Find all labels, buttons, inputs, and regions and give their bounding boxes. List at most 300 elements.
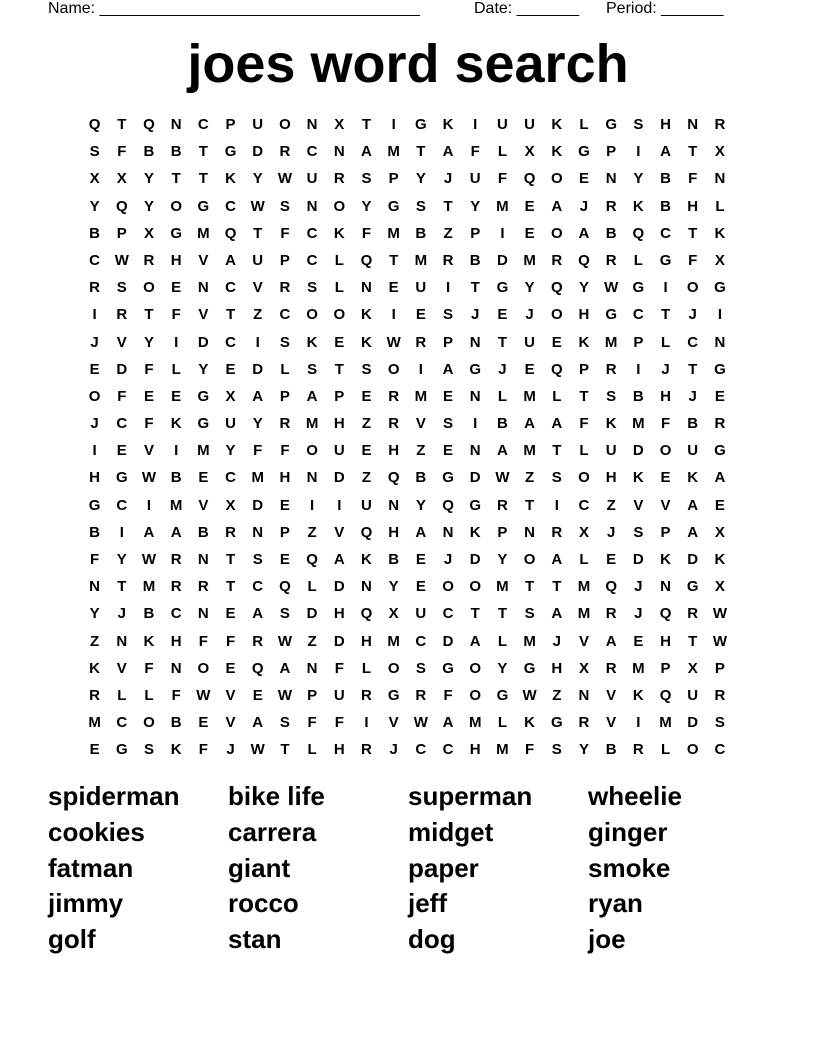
grid-letter: I [174, 333, 179, 351]
grid-letter: E [279, 496, 290, 514]
grid-letter: G [170, 224, 182, 242]
grid-letter: N [333, 143, 345, 161]
grid-letter: V [198, 496, 209, 514]
grid-letter: I [391, 116, 396, 133]
grid-letter: T [253, 224, 263, 242]
grid-letter: O [306, 442, 318, 460]
grid-letter: E [361, 442, 372, 460]
grid-letter: E [551, 333, 562, 351]
grid-letter: J [443, 551, 453, 568]
grid-letter: H [170, 251, 182, 269]
grid-letter: E [443, 442, 454, 460]
grid-letter: L [497, 632, 507, 650]
grid-letter: N [388, 496, 400, 514]
grid-letter: R [714, 415, 726, 433]
grid-letter: K [714, 551, 726, 568]
grid-letter: I [636, 714, 641, 732]
grid-letter: E [714, 387, 725, 405]
grid-letter: S [279, 197, 290, 215]
grid-letter: V [388, 714, 399, 732]
grid-letter: C [714, 741, 726, 759]
grid-letter: C [279, 306, 291, 324]
grid-letter: E [171, 279, 182, 297]
grid-letter: O [387, 659, 400, 677]
grid-letter: K [632, 686, 644, 704]
grid-letter: Y [578, 279, 589, 297]
grid-letter: T [334, 360, 344, 378]
grid-letter: D [197, 333, 209, 351]
grid-letter: P [606, 143, 617, 161]
grid-letter: S [633, 523, 644, 541]
grid-letter: V [143, 442, 154, 460]
grid-letter: T [525, 496, 535, 514]
grid-letter: F [307, 714, 317, 732]
grid-letter: G [714, 360, 726, 378]
grid-letter: O [550, 170, 563, 188]
grid-letter: O [578, 469, 590, 487]
grid-letter: R [225, 523, 236, 541]
grid-letter: Y [361, 197, 372, 215]
grid-letter: E [198, 469, 209, 487]
grid-letter: X [714, 578, 725, 596]
grid-letter: C [687, 333, 699, 351]
grid-letter: M [604, 333, 618, 351]
grid-letter: Q [605, 578, 617, 596]
grid-letter: M [251, 469, 264, 487]
grid-letter: M [387, 224, 400, 242]
grid-letter: V [633, 496, 644, 514]
grid-letter: B [415, 469, 427, 487]
grid-letter: F [171, 686, 181, 704]
grid-letter: W [604, 279, 619, 297]
grid-letter: N [660, 578, 671, 596]
grid-letter: R [714, 116, 726, 133]
grid-letter: T [198, 143, 208, 161]
grid-letter: K [306, 333, 318, 351]
grid-letter: S [361, 170, 372, 188]
grid-letter: K [143, 632, 155, 650]
grid-letter: Y [633, 170, 644, 188]
grid-letter: Q [387, 469, 400, 487]
grid-letter: I [473, 415, 478, 433]
grid-letter: K [170, 415, 182, 433]
grid-row [81, 196, 734, 223]
grid-letter: R [605, 360, 617, 378]
grid-letter: J [634, 578, 643, 596]
grid-letter: B [197, 523, 209, 541]
grid-letter: F [171, 306, 181, 324]
grid-letter: B [632, 387, 644, 405]
grid-row [81, 631, 734, 658]
grid-letter: R [197, 578, 209, 596]
grid-letter: P [660, 659, 671, 677]
grid-letter: N [306, 116, 318, 133]
grid-letter: M [414, 387, 428, 405]
grid-row [81, 712, 734, 739]
grid-letter: O [469, 686, 482, 704]
grid-letter: E [443, 387, 454, 405]
grid-letter: L [660, 741, 671, 759]
grid-letter: U [687, 442, 699, 460]
grid-letter: B [415, 224, 427, 242]
grid-letter: C [197, 116, 209, 133]
grid-letter: G [659, 251, 672, 269]
grid-letter: D [442, 632, 454, 650]
grid-letter: V [252, 279, 263, 297]
grid-row [81, 603, 734, 630]
grid-letter: A [442, 360, 454, 378]
grid-letter: E [116, 442, 127, 460]
grid-letter: S [143, 741, 154, 759]
word-list-item: golf [48, 924, 96, 955]
grid-letter: V [578, 632, 589, 650]
grid-letter: F [225, 632, 236, 650]
grid-letter: S [307, 360, 318, 378]
grid-letter: W [386, 333, 401, 351]
grid-letter: Z [307, 632, 317, 650]
grid-letter: E [89, 741, 100, 759]
grid-letter: L [334, 251, 344, 269]
grid-letter: U [415, 279, 427, 297]
grid-letter: R [388, 415, 400, 433]
grid-letter: J [471, 306, 480, 324]
grid-letter: N [197, 605, 209, 623]
grid-letter: M [197, 224, 210, 242]
grid-letter: X [714, 523, 725, 541]
grid-letter: V [198, 306, 209, 324]
grid-letter: E [171, 387, 182, 405]
grid-letter: Q [632, 224, 645, 242]
grid-letter: S [279, 333, 290, 351]
grid-letter: T [688, 224, 698, 242]
grid-letter: U [361, 496, 372, 514]
grid-letter: V [660, 496, 671, 514]
grid-letter: L [579, 116, 589, 133]
grid-letter: N [306, 469, 318, 487]
grid-letter: I [554, 496, 559, 514]
grid-letter: N [687, 116, 699, 133]
grid-letter: V [116, 659, 127, 677]
grid-letter: H [333, 415, 345, 433]
word-list-item: ginger [588, 816, 668, 847]
grid-letter: T [144, 306, 154, 324]
grid-letter: R [279, 143, 291, 161]
grid-letter: F [144, 415, 154, 433]
grid-letter: M [88, 714, 101, 732]
grid-letter: E [415, 551, 426, 568]
grid-row [81, 359, 734, 386]
grid-letter: Y [89, 197, 100, 215]
grid-letter: O [333, 197, 346, 215]
grid-letter: D [687, 714, 699, 732]
grid-letter: H [170, 632, 182, 650]
grid-letter: H [551, 659, 563, 677]
grid-letter: N [469, 387, 481, 405]
grid-letter: A [252, 714, 264, 732]
grid-letter: Z [361, 415, 372, 433]
grid-letter: T [117, 578, 127, 596]
grid-letter: R [279, 279, 291, 297]
grid-letter: K [551, 116, 563, 133]
grid-letter: I [391, 306, 396, 324]
grid-letter: C [89, 251, 101, 269]
grid-letter: G [632, 279, 645, 297]
grid-letter: M [496, 741, 509, 759]
grid-letter: Q [360, 251, 373, 269]
word-list-item: superman [408, 781, 533, 811]
grid-letter: R [333, 170, 345, 188]
grid-letter: Z [307, 523, 317, 541]
grid-letter: O [469, 578, 482, 596]
grid-letter: A [361, 143, 372, 161]
word-list-item: stan [228, 924, 282, 955]
grid-letter: T [688, 143, 698, 161]
grid-letter: H [605, 469, 617, 487]
grid-row [81, 277, 734, 304]
grid-letter: U [333, 442, 345, 460]
grid-letter: J [552, 632, 561, 650]
grid-letter: F [361, 224, 372, 242]
grid-letter: N [714, 170, 726, 188]
grid-letter: Z [253, 306, 263, 324]
grid-letter: X [388, 605, 399, 623]
word-list-item: dog [408, 924, 456, 955]
grid-letter: D [496, 251, 508, 269]
grid-letter: Q [578, 251, 590, 269]
grid-letter: Z [443, 224, 453, 242]
grid-letter: K [605, 415, 617, 433]
grid-letter: B [89, 523, 101, 541]
grid-letter: E [415, 306, 426, 324]
grid-letter: S [361, 360, 372, 378]
grid-letter: F [334, 659, 344, 677]
grid-letter: T [198, 170, 208, 188]
grid-letter: C [660, 224, 671, 242]
grid-letter: Y [388, 578, 399, 596]
grid-letter: Y [252, 170, 263, 188]
grid-letter: F [253, 442, 263, 460]
grid-letter: Y [225, 442, 236, 460]
grid-letter: F [688, 170, 698, 188]
grid-letter: Q [143, 116, 155, 133]
grid-letter: B [660, 170, 671, 188]
grid-row [81, 332, 734, 359]
grid-letter: G [197, 197, 210, 215]
grid-letter: Y [578, 741, 589, 759]
grid-letter: B [605, 741, 617, 759]
grid-row [81, 413, 734, 440]
grid-letter: Z [90, 632, 100, 650]
grid-letter: G [496, 686, 509, 704]
grid-letter: I [473, 116, 478, 133]
grid-letter: Q [659, 686, 672, 704]
grid-letter: A [252, 605, 264, 623]
grid-letter: A [714, 469, 726, 487]
grid-letter: X [714, 251, 725, 269]
grid-letter: K [660, 551, 671, 568]
grid-letter: V [606, 714, 617, 732]
grid-letter: H [660, 632, 671, 650]
grid-letter: P [660, 523, 671, 541]
grid-letter: S [443, 415, 454, 433]
grid-letter: E [225, 605, 236, 623]
grid-letter: G [550, 714, 563, 732]
grid-letter: C [306, 143, 318, 161]
grid-letter: G [469, 496, 482, 514]
word-list-item: cookies [48, 816, 145, 847]
grid-letter: X [334, 116, 345, 133]
grid-letter: E [252, 686, 263, 704]
grid-letter: T [225, 578, 236, 596]
grid-letter: J [117, 605, 126, 623]
grid-letter: K [89, 659, 101, 677]
grid-letter: G [197, 387, 210, 405]
grid-letter: K [687, 469, 699, 487]
word-list-item: joe [588, 924, 626, 955]
grid-letter: U [225, 415, 236, 433]
grid-letter: H [333, 605, 345, 623]
word-list-item: fatman [48, 852, 134, 883]
grid-letter: S [415, 197, 426, 215]
grid-letter: Y [497, 551, 508, 568]
grid-letter: O [143, 714, 155, 732]
word-list-item: carrera [228, 816, 317, 847]
grid-row [81, 386, 734, 413]
grid-letter: A [605, 632, 617, 650]
grid-letter: V [225, 686, 236, 704]
grid-letter: O [143, 279, 155, 297]
grid-letter: K [469, 523, 481, 541]
grid-letter: H [361, 632, 372, 650]
grid-letter: Y [198, 360, 209, 378]
grid-letter: W [196, 686, 211, 704]
grid-letter: P [470, 224, 481, 242]
grid-letter: I [663, 279, 668, 297]
grid-letter: N [469, 442, 481, 460]
grid-letter: T [688, 632, 698, 650]
grid-letter: B [660, 197, 671, 215]
grid-letter: P [307, 686, 318, 704]
grid-letter: J [688, 306, 697, 324]
grid-letter: F [144, 360, 154, 378]
grid-letter: J [661, 360, 670, 378]
grid-letter: V [225, 714, 236, 732]
grid-letter: N [714, 333, 726, 351]
grid-letter: Y [116, 551, 127, 568]
grid-letter: S [551, 741, 562, 759]
grid-letter: Q [523, 170, 536, 188]
grid-letter: T [280, 741, 290, 759]
grid-letter: X [225, 387, 236, 405]
grid-letter: K [632, 197, 644, 215]
grid-letter: T [470, 279, 480, 297]
grid-letter: C [632, 306, 644, 324]
grid-letter: C [415, 741, 427, 759]
grid-letter: U [252, 116, 264, 133]
grid-letter: W [495, 469, 510, 487]
grid-letter: R [551, 523, 563, 541]
word-list-item: ryan [588, 888, 643, 919]
grid-letter: H [660, 387, 671, 405]
grid-letter: B [605, 224, 617, 242]
grid-letter: R [605, 197, 617, 215]
grid-letter: J [498, 360, 507, 378]
grid-letter: G [605, 306, 617, 324]
grid-letter: R [632, 741, 644, 759]
grid-letter: T [225, 306, 236, 324]
word-list [48, 779, 768, 958]
grid-letter: N [252, 523, 264, 541]
grid-letter: A [333, 551, 345, 568]
grid-letter: K [170, 741, 182, 759]
grid-letter: R [116, 306, 128, 324]
grid-letter: N [442, 523, 454, 541]
grid-letter: C [170, 605, 182, 623]
grid-letter: A [551, 197, 563, 215]
grid-letter: S [252, 551, 263, 568]
grid-letter: U [306, 170, 318, 188]
grid-letter: P [497, 523, 508, 541]
grid-letter: X [578, 659, 589, 677]
grid-letter: H [687, 197, 699, 215]
grid-letter: L [497, 714, 507, 732]
grid-letter: I [92, 442, 97, 460]
grid-letter: N [361, 279, 372, 297]
grid-letter: F [90, 551, 100, 568]
grid-letter: T [497, 605, 507, 623]
grid-letter: W [522, 686, 537, 704]
grid-letter: N [361, 578, 372, 596]
grid-letter: U [687, 686, 699, 704]
grid-letter: Y [143, 333, 154, 351]
period-field: Period: _______ [606, 0, 724, 17]
grid-letter: L [171, 360, 181, 378]
grid-letter: D [632, 551, 644, 568]
grid-letter: E [388, 279, 399, 297]
grid-letter: L [361, 659, 372, 677]
grid-letter: K [333, 224, 345, 242]
grid-letter: E [633, 632, 644, 650]
grid-letter: R [89, 686, 101, 704]
grid-letter: D [252, 496, 264, 514]
grid-letter: B [170, 143, 182, 161]
grid-letter: Y [143, 170, 154, 188]
grid-letter: S [524, 605, 535, 623]
grid-letter: T [660, 306, 671, 324]
grid-row [81, 685, 734, 712]
grid-letter: L [497, 387, 507, 405]
grid-letter: U [524, 116, 536, 133]
grid-letter: R [687, 605, 699, 623]
grid-letter: S [443, 306, 454, 324]
grid-letter: M [387, 143, 400, 161]
grid-letter: Q [659, 605, 672, 623]
grid-letter: W [141, 551, 157, 568]
word-list-item: spiderman [48, 781, 180, 811]
grid-letter: I [636, 143, 641, 161]
grid-row [81, 114, 734, 141]
grid-letter: C [578, 496, 590, 514]
grid-letter: B [143, 143, 155, 161]
grid-letter: W [141, 469, 157, 487]
grid-letter: S [116, 279, 127, 297]
grid-letter: C [225, 469, 236, 487]
grid-letter: U [415, 605, 427, 623]
grid-letter: N [469, 333, 481, 351]
grid-letter: C [116, 415, 128, 433]
grid-letter: B [170, 714, 182, 732]
grid-letter: Q [88, 116, 101, 133]
